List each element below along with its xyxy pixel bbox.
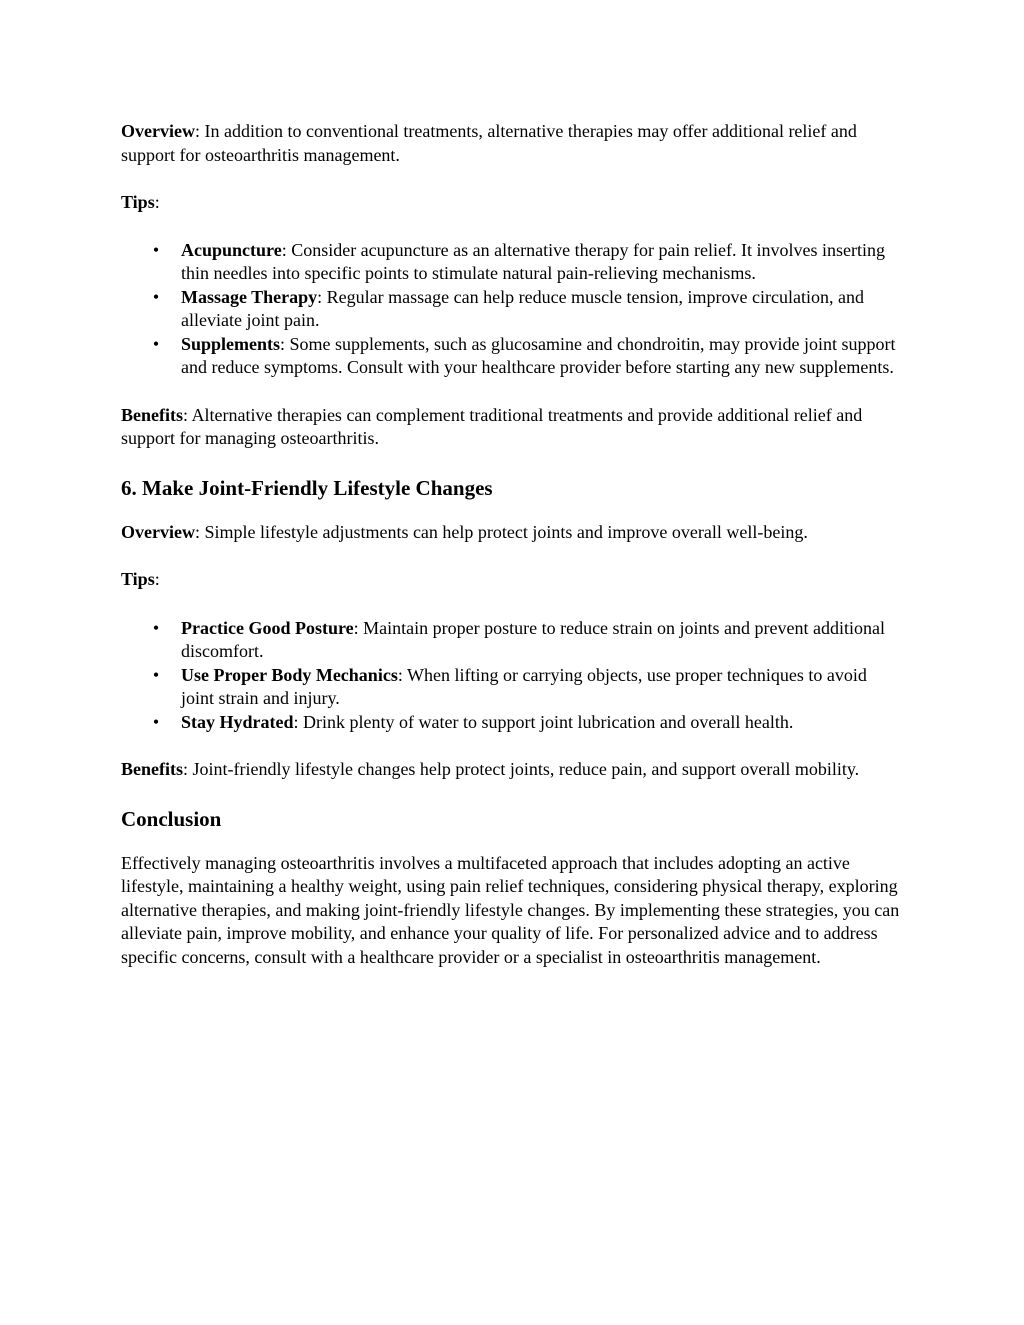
bullet-icon: •: [152, 239, 160, 260]
overview-label: Overview: [121, 521, 195, 542]
tip-text: : Consider acupuncture as an alternative therapy for pain relief. It involves inserting thin needles into specific points to stimulate natural pain-relieving mechanisms.: [181, 239, 885, 283]
tip-label: Use Proper Body Mechanics: [181, 664, 398, 685]
tips-colon: :: [154, 192, 160, 212]
tips-label: Tips: [121, 569, 155, 589]
list-item: [121, 664, 901, 711]
conclusion-paragraph: Effectively managing osteoarthritis involves a multifaceted approach that includes adopting an active lifestyle, maintaining a healthy weight, using pain relief techniques, considering physical therapy, exploring alternative therapies, and making joint-friendly lifestyle changes. By implementing these strategies, you can alleviate pain, improve mobility, and enhance your quality of life. For personalized advice and to address specific concerns, consult with a healthcare provider or a specialist in osteoarthritis management.: [121, 852, 900, 967]
tip-label: Acupuncture: [181, 239, 282, 260]
benefits-paragraph: [121, 758, 901, 782]
list-item: [121, 239, 901, 286]
tip-label: Practice Good Posture: [181, 617, 354, 638]
list-item: [121, 617, 901, 664]
overview-paragraph: [121, 120, 901, 167]
tip-label: Massage Therapy: [181, 286, 318, 307]
bullet-icon: •: [152, 286, 160, 307]
tip-text: : When lifting or carrying objects, use proper techniques to avoid joint strain and injury.: [181, 664, 867, 708]
bullet-icon: •: [152, 617, 160, 638]
overview-text: : In addition to conventional treatments, alternative therapies may offer additional relief and support for osteoarthritis management.: [121, 121, 857, 165]
bullet-icon: •: [152, 333, 160, 354]
tips-label: Tips: [121, 192, 155, 212]
benefits-label: Benefits: [121, 759, 183, 779]
overview-label: Overview: [121, 121, 195, 141]
tip-text: : Drink plenty of water to support joint lubrication and overall health.: [293, 711, 794, 732]
tip-text: : Maintain proper posture to reduce strain on joints and prevent additional discomfort.: [181, 617, 885, 661]
benefits-text: : Alternative therapies can complement traditional treatments and provide additional relief and support for managing osteoarthritis.: [121, 404, 863, 448]
tip-text: : Some supplements, such as glucosamine and chondroitin, may provide joint support and reduce symptoms. Consult with your healthcare provider before starting any new supplements.: [181, 333, 896, 377]
bullet-icon: •: [152, 664, 160, 685]
conclusion-heading: Conclusion: [121, 806, 222, 831]
list-item: [121, 711, 901, 735]
tips-heading: [121, 191, 901, 215]
list-item: [121, 286, 901, 333]
tip-label: Stay Hydrated: [181, 711, 294, 732]
tip-text: : Regular massage can help reduce muscle tension, improve circulation, and alleviate joint pain.: [181, 286, 864, 330]
bullet-icon: •: [152, 711, 160, 732]
benefits-paragraph: [121, 404, 901, 451]
tips-list: [121, 617, 901, 735]
list-item: [121, 333, 901, 380]
overview-text: : Simple lifestyle adjustments can help protect joints and improve overall well-being.: [194, 521, 808, 542]
overview-paragraph: [121, 521, 901, 545]
benefits-text: : Joint-friendly lifestyle changes help protect joints, reduce pain, and support overall mobility.: [183, 759, 860, 779]
tips-colon: :: [154, 569, 160, 589]
tips-list: [121, 239, 901, 380]
benefits-label: Benefits: [121, 404, 183, 425]
tip-label: Supplements: [181, 333, 281, 354]
section-heading: 6. Make Joint-Friendly Lifestyle Changes: [121, 475, 493, 500]
document-page: [121, 120, 901, 969]
tips-heading: [121, 568, 901, 592]
